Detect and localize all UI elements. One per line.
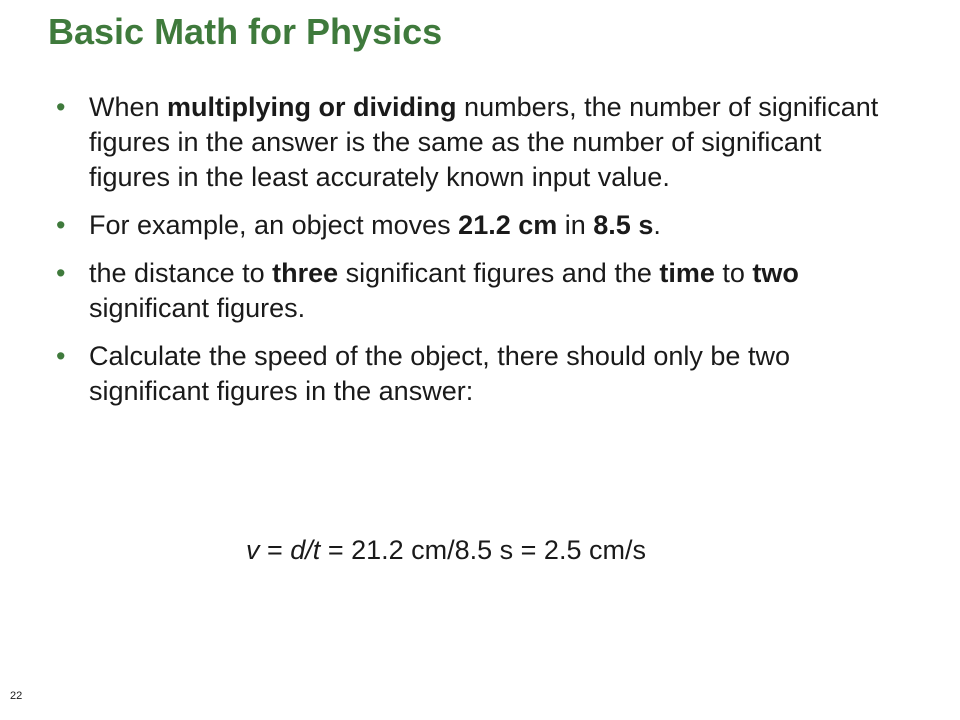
bullet-text-bold: time <box>659 258 715 288</box>
formula-equals: = <box>259 535 291 565</box>
bullet-item <box>56 339 886 409</box>
bullet-item <box>56 208 886 243</box>
bullet-text-bold: 21.2 cm <box>458 210 558 240</box>
bullet-item <box>56 90 886 195</box>
bullet-text-part: For example, an object moves <box>89 210 459 240</box>
bullet-text-bold: two <box>752 258 799 288</box>
formula-result: = 21.2 cm/8.5 s = 2.5 cm/s <box>320 535 646 565</box>
bullet-text-part: to <box>714 258 753 288</box>
bullet-text-bold: 8.5 s <box>593 210 654 240</box>
bullet-dot-icon: • <box>56 341 66 371</box>
slide-title: Basic Math for Physics <box>48 11 443 52</box>
formula-d-over-t: d/t <box>290 535 321 565</box>
speed-formula <box>246 532 646 568</box>
bullet-dot-icon: • <box>56 210 66 240</box>
bullet-list <box>56 90 886 422</box>
bullet-text-part: in <box>557 210 594 240</box>
formula-variable-v: v <box>246 535 260 565</box>
bullet-text-bold: multiplying or dividing <box>167 92 457 122</box>
bullet-text-part: the distance to <box>89 258 273 288</box>
bullet-text-part: significant figures and the <box>338 258 660 288</box>
bullet-text-bold: three <box>272 258 339 288</box>
page-number: 22 <box>10 690 23 702</box>
bullet-text-part: significant figures. <box>89 293 306 323</box>
bullet-text-part: . <box>653 210 661 240</box>
bullet-text-part: numbers, the number of significant figures in the answer is the same as the number of significant figures in the least accurately known input value. <box>89 92 879 192</box>
bullet-dot-icon: • <box>56 258 66 288</box>
bullet-dot-icon: • <box>56 92 66 122</box>
bullet-item <box>56 256 886 326</box>
bullet-text-part: When <box>89 92 168 122</box>
bullet-text-part: Calculate the speed of the object, there should only be two significant figures in the answer: <box>89 341 790 406</box>
